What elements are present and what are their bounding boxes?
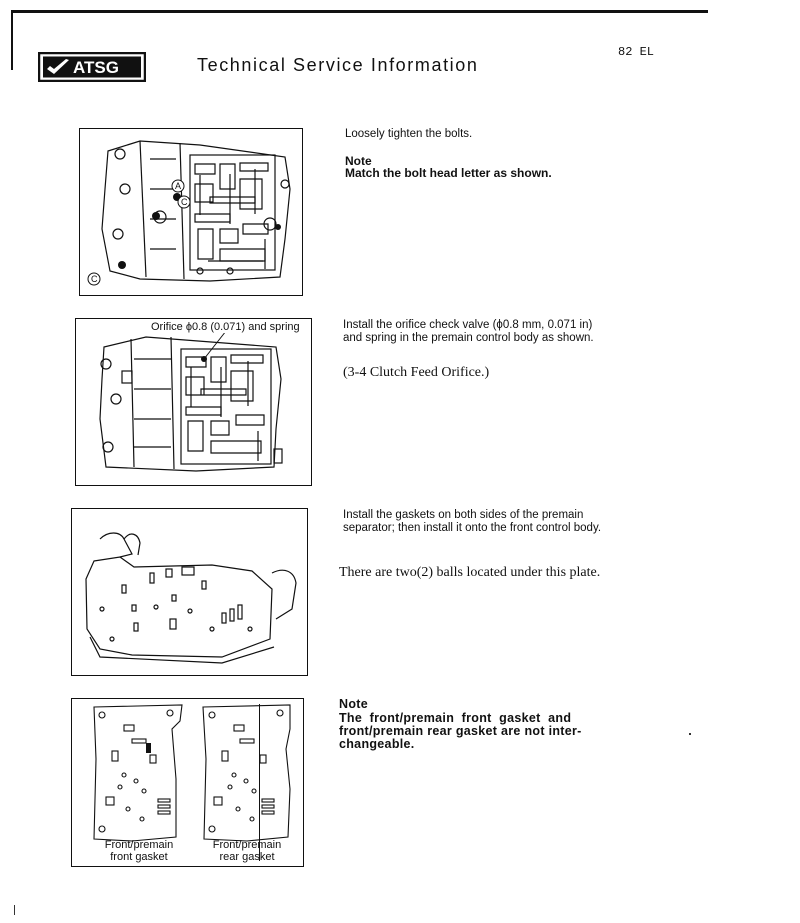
svg-text:C: C (181, 197, 188, 207)
caption-rear-gasket-line2: rear gasket (219, 851, 275, 863)
separator-plate-illustration (72, 509, 307, 675)
figure-divider (259, 704, 260, 861)
scan-speck (689, 733, 691, 735)
valve-body-bolts-illustration (80, 129, 302, 295)
note-clutch-feed-orifice: (3-4 Clutch Feed Orifice.) (343, 365, 490, 380)
figure-premain-separator (71, 508, 308, 676)
note-gasket-line2: front/premain rear gasket are not inter- (339, 724, 582, 738)
instruction-gaskets-line1: Install the gaskets on both sides of the premain (343, 509, 584, 521)
header-title: Technical Service Information (197, 55, 479, 75)
left-margin-rule (11, 10, 13, 70)
note-two-balls: There are two(2) balls located under this plate. (339, 565, 601, 580)
instruction-gaskets-line2: separator; then install it onto the front control body. (343, 522, 602, 534)
note-label: Note (345, 154, 372, 168)
caption-front-gasket-line1: Front/premain (104, 839, 174, 851)
note-gasket-line3: changeable. (339, 737, 415, 751)
page-number: 82 EL (618, 45, 655, 59)
instruction-loosely-tighten: Loosely tighten the bolts. (345, 128, 473, 140)
atsg-logo (38, 52, 146, 82)
premain-control-body-illustration (76, 319, 311, 485)
figure-gaskets (71, 698, 304, 867)
scan-edge-mark (14, 905, 15, 915)
instruction-orifice-line2: and spring in the premain control body as shown. (343, 332, 594, 344)
svg-text:C: C (91, 274, 98, 284)
caption-rear-gasket (202, 839, 292, 863)
figure-premain-control-body (75, 318, 312, 486)
svg-text:A: A (175, 181, 182, 191)
figure-valve-body-bolts (79, 128, 303, 296)
note-gasket-line1: The front/premain front gasket and (339, 711, 572, 725)
caption-front-gasket (94, 839, 184, 863)
note-bolt-letter: Match the bolt head letter as shown. (345, 166, 552, 180)
header-rule (12, 10, 708, 13)
svg-text:ATSG: ATSG (73, 58, 119, 77)
orifice-callout: Orifice ϕ0.8 (0.071) and spring (151, 321, 300, 333)
instruction-orifice-line1: Install the orifice check valve (ϕ0.8 mm, 0.071 in) (343, 319, 593, 331)
note-label-gaskets: Note (339, 697, 368, 711)
caption-rear-gasket-line1: Front/premain (212, 839, 282, 851)
caption-front-gasket-line2: front gasket (110, 851, 168, 863)
